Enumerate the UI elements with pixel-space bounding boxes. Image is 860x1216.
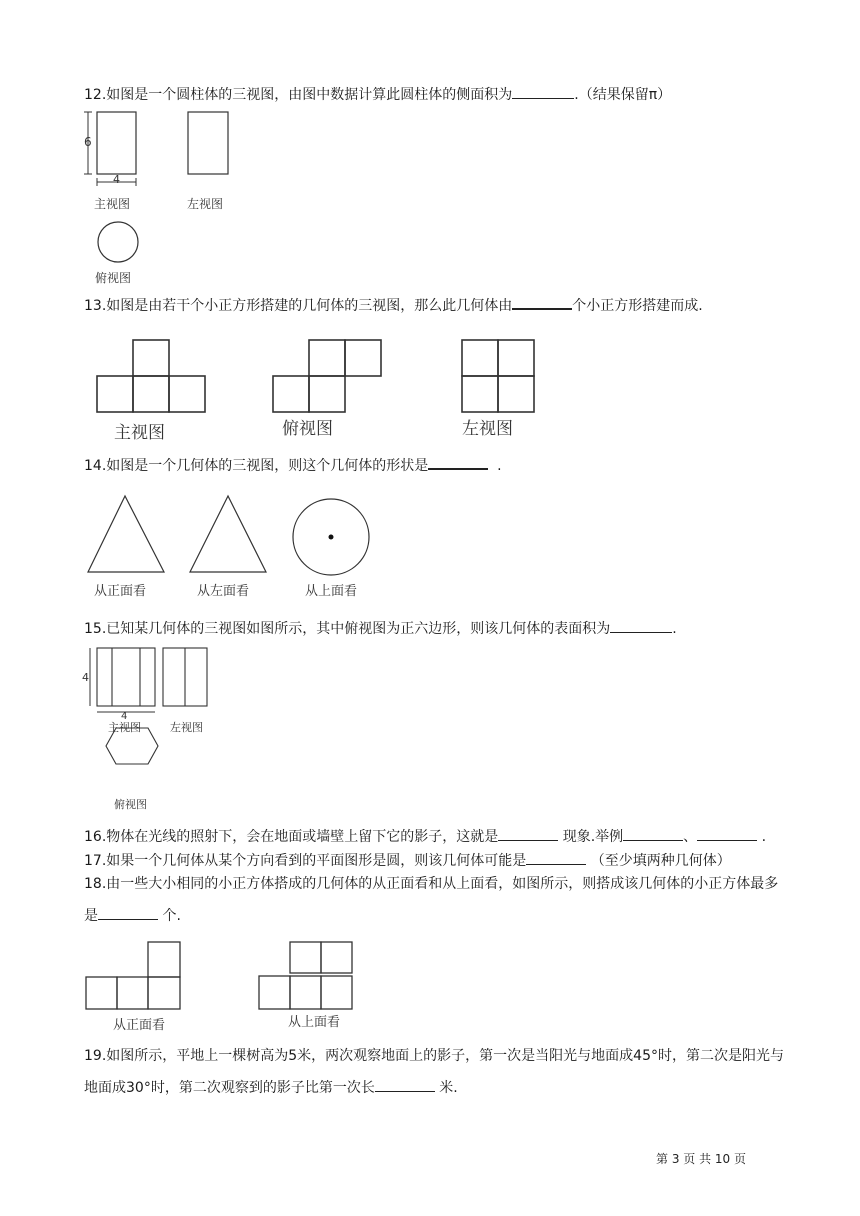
height-label: 4 (82, 671, 89, 684)
grid-cell (498, 376, 534, 412)
figure-q14 (84, 492, 384, 602)
left-view-caption: 左视图 (187, 197, 224, 211)
question-16: 16.物体在光线的照射下，会在地面或墙壁上留下它的影子，这就是 现象.举例 、 . (84, 826, 766, 848)
front-view-caption: 主视图 (94, 197, 131, 211)
figure-q18 (84, 940, 364, 1035)
grid-cell (462, 376, 498, 412)
grid-cell (133, 340, 169, 376)
question-17: 17.如果一个几何体从某个方向看到的平面图形是圆，则该几何体可能是 （至少填两种几何体） (84, 850, 731, 872)
left-view-rect (188, 112, 228, 174)
front-view-triangle (88, 496, 164, 572)
width-label: 4 (121, 711, 128, 722)
front-view-rect (97, 648, 155, 706)
grid-cell (273, 376, 309, 412)
top-view-caption: 从上面看 (305, 584, 358, 599)
answer-blank (512, 294, 572, 310)
front-view-caption: 主视图 (114, 423, 165, 443)
figure-q15 (80, 644, 230, 814)
left-view-triangle (190, 496, 266, 572)
answer-blank (526, 850, 586, 865)
question-18: 18.由一些大小相同的小正方体搭成的几何体的从正面看和从上面看，如图所示，则搭成该几何体的小正方体最多是 个. (84, 876, 779, 924)
grid-cell (133, 376, 169, 412)
grid-cell (290, 942, 321, 973)
top-view-caption: 从上面看 (288, 1015, 341, 1030)
question-13: 13.如图是由若干个小正方形搭建的几何体的三视图，那么此几何体由 个小正方形搭建而成. (84, 294, 703, 317)
left-view-caption: 左视图 (462, 419, 513, 439)
grid-cell (86, 977, 117, 1009)
answer-blank (623, 826, 683, 841)
page-footer: 第 3 页 共 10 页 (656, 1152, 746, 1166)
grid-cell (259, 976, 290, 1009)
grid-cell (321, 976, 352, 1009)
answer-blank (512, 84, 574, 99)
answer-blank (98, 905, 158, 920)
question-12: 12.如图是一个圆柱体的三视图，由图中数据计算此圆柱体的侧面积为 .（结果保留π） (84, 84, 671, 106)
grid-cell (97, 376, 133, 412)
question-14: 14.如图是一个几何体的三视图，则这个几何体的形状是 . (84, 454, 502, 477)
question-15: 15.已知某几何体的三视图如图所示，其中俯视图为正六边形，则该几何体的表面积为 . (84, 618, 677, 640)
height-label: 6 (84, 135, 92, 149)
answer-blank (498, 826, 558, 841)
left-view-caption: 左视图 (170, 721, 203, 734)
grid-cell (321, 942, 352, 973)
width-label: 4 (113, 173, 120, 186)
answer-blank (375, 1077, 435, 1092)
question-19: 19.如图所示，平地上一棵树高为5米，两次观察地面上的影子，第一次是当阳光与地面成45°时，第二次是阳光与地面成30°时，第二次观察到的影子比第一次长 米. (84, 1048, 784, 1096)
left-view-caption: 从左面看 (197, 584, 250, 599)
top-view-circle (98, 222, 138, 262)
top-view-caption: 俯视图 (282, 419, 333, 439)
grid-cell (309, 340, 345, 376)
answer-blank (697, 826, 757, 841)
grid-cell (290, 976, 321, 1009)
answer-blank (610, 618, 672, 633)
grid-cell (498, 340, 534, 376)
top-view-caption: 俯视图 (114, 798, 147, 811)
front-view-caption: 主视图 (108, 721, 141, 734)
center-dot (329, 535, 334, 540)
grid-cell (117, 977, 148, 1009)
top-view-caption: 俯视图 (95, 271, 132, 285)
grid-cell (169, 376, 205, 412)
front-view-caption: 从正面看 (113, 1018, 166, 1033)
grid-cell (148, 942, 180, 977)
front-view-rect (97, 112, 136, 174)
answer-blank (428, 454, 488, 470)
front-view-caption: 从正面看 (94, 584, 147, 599)
figure-q13 (96, 338, 556, 443)
figure-q12 (80, 108, 250, 288)
grid-cell (345, 340, 381, 376)
grid-cell (309, 376, 345, 412)
grid-cell (148, 977, 180, 1009)
grid-cell (462, 340, 498, 376)
